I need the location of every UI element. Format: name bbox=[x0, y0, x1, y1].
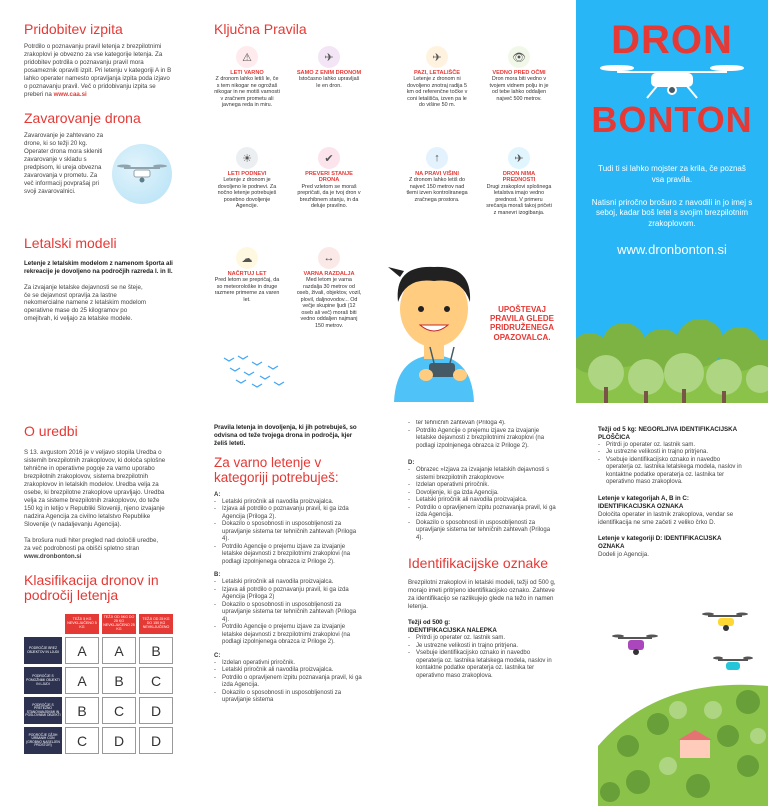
cover-drone-icon bbox=[576, 60, 768, 102]
table-header-row bbox=[24, 614, 173, 634]
table-cell: C bbox=[65, 727, 99, 754]
table-row bbox=[24, 727, 173, 754]
classification-table bbox=[24, 611, 176, 757]
list-item: - Dovoljenje, ki ga izda Agencija. bbox=[408, 490, 558, 498]
rule-text: Pred vzletom se moraš prepričati, da je tvoj dron v brezhibnem stanju, in da deluje pravilno. bbox=[297, 183, 361, 210]
far-right-bottom-column bbox=[598, 426, 768, 806]
distance-icon: ↔ bbox=[318, 247, 340, 269]
drone-warning-icon: ⚠ bbox=[236, 46, 258, 68]
table-cell: D bbox=[139, 697, 173, 724]
models-bold-text: Letenje z letalskim modelom z namenom športa ali rekreacije je dovoljeno na področjih razreda I. in II. bbox=[24, 259, 173, 275]
section-title-exam: Pridobitev izpita bbox=[24, 22, 123, 37]
sun-icon: ☀ bbox=[236, 147, 258, 169]
list-item: - Potrdilo Agencije o prejemu izjave za izvajanje letalske dejavnosti z brezpilotnimi zrakoplovi (na podlagi izpolnjenega obrazca iz Priloge 2). bbox=[408, 428, 558, 451]
plane-icon: ✈ bbox=[508, 147, 530, 169]
weather-icon: ☁ bbox=[236, 247, 258, 269]
eye-icon: 👁 bbox=[508, 46, 530, 68]
list-item: - Potrdilo Agencije o prejemu izjave za izvajanje letalske dejavnosti z brezpilotnimi zrakoplovi (na podlagi izpolnjenega obrazca iz Priloge 2). bbox=[214, 544, 364, 567]
table-cell: C bbox=[102, 697, 136, 724]
list-item: - Letalski priročnik ali navodila proizvajalca. bbox=[214, 667, 364, 675]
category-b-label: B: bbox=[214, 572, 221, 578]
rule-text: Z dronom lahko letiš do največ 150 metrov nad tlemi izven kontroliranega zračnega prostora. bbox=[406, 177, 468, 203]
w500-list bbox=[408, 635, 558, 680]
rule-title: VARNA RAZDALJA bbox=[303, 271, 355, 277]
birds-flock-icon bbox=[222, 352, 292, 392]
list-item: - Izdelan operativni priročnik. bbox=[214, 660, 364, 668]
rule-item bbox=[296, 46, 362, 89]
table-header-cell: TEŽJI 5 KG NEVKLJUČENO 5 KG bbox=[65, 614, 99, 634]
section-title-insurance: Zavarovanje drona bbox=[24, 109, 141, 126]
id-marks-text: Brezpilotni zrakoplovi in letalski modeli, težji od 500 g, morajo imeti pritrjeno identifikacijsko oznako. Zahteve za identifikacijo se razlikujejo glede na težo in namen letenja. bbox=[408, 579, 556, 611]
regulation-text: S 13. avgustom 2016 je v veljavo stopila Uredba o sistemih brezpilotnih zrakoplovov, ki določa splošne tehnične in operativne pogoje za varno uporabo brezpilotnih zrakoplovov, sistema brezpilotnih zrakoplovov in letalskih modelov. Uredba velja za osebe, ki brezpilotne zrakoplove upravljajo. Uredba velja za sisteme brezpilotnih zrakoplovov, do teže 150 kg in letijo v Republiki Sloveniji, njeno izvajanje nadzira Agencija za civilno letalstvo Republike Slovenije (v nadaljevanju Agencija). bbox=[24, 449, 166, 528]
rule-title: PAZI, LETALIŠČE bbox=[413, 70, 461, 76]
cover-note: Natisni priročno brošuro z navodili in jo imej s seboj, kadar boš letel s svojim brezpilotnim zrakoplovom. bbox=[591, 197, 753, 229]
abc-text: Določita operater in lastnik zrakoplova, vendar se identifikacija ne sme začeti z veliko črko D. bbox=[598, 510, 734, 526]
list-item: - Potrdilo o opravljenem izpitu poznavanja pravil, ki ga izda Agencija. bbox=[214, 675, 364, 690]
section-title-regulation: O uredbi bbox=[24, 424, 78, 439]
dronbonton-link[interactable]: www.dronbonton.si bbox=[24, 552, 82, 560]
rule-text: Letenje z dronom ni dovoljeno znotraj radija 5 km od referenčne točke v coni letališča, izven pa le do višine 50 m. bbox=[406, 76, 468, 109]
rule-item bbox=[486, 147, 552, 216]
list-item: - Potrdilo Agencije o prejemu izjave za izvajanje letalske dejavnosti z brezpilotnimi zrakoplovi (na podlagi izpolnjenega obrazca iz Priloge 2). bbox=[214, 624, 364, 647]
rule-title: NA PRAVI VIŠINI bbox=[415, 171, 459, 177]
key-rules-panel bbox=[214, 22, 554, 402]
list-item: - Izjava ali potrdilo o poznavanju pravil, ki ga izda Agencija (Priloga 2). bbox=[214, 506, 364, 521]
rule-text: Med letom je varna razdalja 30 metrov od oseb, živali, objektov, vozil, plovil, daljnovodov... Od večje skupine ljudi (12 oseb ali več) moraš biti vedno oddaljen najmanj 150 metrov. bbox=[296, 277, 362, 329]
w500-title: Težji od 500 g: bbox=[408, 619, 451, 627]
d-text: Dodeli jo Agencija. bbox=[598, 550, 649, 558]
category-a-list bbox=[214, 499, 364, 567]
list-item: - Letalski priročnik ali navodila proizvajalca. bbox=[214, 579, 364, 587]
table-cell: B bbox=[139, 637, 173, 664]
section-title-models: Letalski modeli bbox=[24, 235, 117, 252]
list-item: - Je ustrezne velikosti in trajno pritrjena. bbox=[408, 643, 558, 651]
table-row-label: PODROČJE BREZ OBJEKTOV IN LJUDI bbox=[24, 637, 62, 664]
rule-item bbox=[404, 147, 470, 203]
models-text: Za izvajanje letalske dejavnosti se ne šteje, če se dejavnost opravlja za lastne nekomercialne namene z letalskim modelom operativne mase do 25 kilogramov po omejitvah, ki veljajo za letalske modele. bbox=[24, 283, 147, 323]
check-drone-icon: ✔ bbox=[318, 147, 340, 169]
d-title: Letenje v kategoriji D: IDENTIFIKACIJSKA OZNAKA bbox=[598, 534, 722, 550]
rule-text: Z dronom lahko letiš le, če s tem nikogar ne ogrožaš nikogar in ne motiš varnosti v zračnem prometu ali javnega reda in miru. bbox=[214, 76, 280, 109]
bottom-left-column bbox=[24, 424, 184, 804]
list-item: - Dokazilo o sposobnosti in usposobljenosti za upravljanje sistema ter tehničnih zahtevah (Priloga 4). bbox=[214, 521, 364, 544]
insurance-text: Zavarovanje je zahtevano za drone, ki so težji 20 kg. Operater drona mora skleniti zavarovanje v skladu s predpisom, ki ureja obvezna zavarovanja v prometu. Za več informacij povprašaj pri svoji zavarovalnici. bbox=[24, 132, 104, 195]
rule-item bbox=[296, 147, 362, 210]
category-c-continued-list bbox=[408, 420, 558, 450]
cover-title-dron: DRON bbox=[611, 18, 733, 62]
list-item: - Letalski priročnik ali navodila proizvajalca. bbox=[408, 497, 558, 505]
drone-bubble-icon bbox=[112, 144, 172, 204]
rule-text: Istočasno lahko upravljaš le en dron. bbox=[298, 76, 360, 89]
caa-link[interactable]: www.caa.si bbox=[53, 91, 87, 99]
list-item: - Pritrdi jo operater oz. lastnik sam. bbox=[408, 635, 558, 643]
rule-item bbox=[214, 247, 280, 303]
observer-callout: UPOŠTEVAJ PRAVILA GLEDE PRIDRUŽENEGA OPAZOVALCA. bbox=[489, 305, 554, 342]
rules-title: Ključna Pravila bbox=[214, 22, 307, 37]
drones-over-hill-illustration bbox=[598, 606, 768, 806]
section-title-id-marks: Identifikacijske oznake bbox=[408, 555, 549, 571]
left-top-column bbox=[24, 22, 174, 397]
rule-title: LETI VARNO bbox=[230, 70, 264, 76]
cover-tagline: Tudi ti si lahko mojster za krila, če poznaš vsa pravila. bbox=[598, 164, 746, 184]
table-cell: C bbox=[139, 667, 173, 694]
table-header-cell: TEŽJI OD 25 KG DO 150 KG NEVKLJUČENO bbox=[139, 614, 173, 634]
table-cell: A bbox=[102, 637, 136, 664]
table-cell: D bbox=[139, 727, 173, 754]
rule-item bbox=[486, 46, 552, 102]
airport-icon: ✈ bbox=[426, 46, 448, 68]
list-item: - Dokazilo o sposobnosti in usposobljenosti za upravljanje sistema ter tehničnih zahtevah (Priloga 4). bbox=[408, 520, 558, 543]
table-cell: B bbox=[102, 667, 136, 694]
category-a-label: A: bbox=[214, 491, 221, 498]
cover-panel bbox=[576, 0, 768, 403]
list-item: - Je ustrezne velikosti in trajno pritrjena. bbox=[598, 449, 748, 457]
rule-item bbox=[296, 247, 362, 329]
table-row bbox=[24, 667, 173, 694]
list-item: - ter tehničnih zahtevah (Priloga 4). bbox=[408, 420, 558, 428]
list-item: - Vsebuje identifikacijsko oznako in navedbo operaterja oz. lastnika letalskega modela, naslov in kontaktne podatke operaterja oz. lastnika ter operativno maso zrakoplova. bbox=[408, 650, 558, 680]
rule-text: Dron mora biti vedno v tvojem vidnem polju in je od tebe lahko oddaljen največ 500 metrov. bbox=[489, 76, 549, 102]
list-item: - Letalski priročnik ali navodila proizvajalca. bbox=[214, 499, 364, 507]
table-cell: A bbox=[65, 637, 99, 664]
table-header-cell: TEŽJI OD 5KG DO 25 KG NEVKLJUČENO 25 KG bbox=[102, 614, 136, 634]
rule-title: PREVERI STANJE DRONA bbox=[305, 171, 353, 184]
w5-title: Težji od 5 kg: NEGORLJIVA IDENTIFIKACIJSKA PLOŠČICA bbox=[598, 426, 737, 441]
insurance-block bbox=[24, 132, 174, 230]
rule-text: Drugi zrakoplovi splošnega letalstva imajo vedno prednost. V primeru srečanja moraš takoj pričeti z manevri izogibanja. bbox=[486, 183, 552, 216]
rule-item bbox=[214, 46, 280, 109]
list-item: - Potrdilo o opravljenem izpitu poznavanja pravil, ki ga izda Agencija. bbox=[408, 505, 558, 520]
middle-bottom-column bbox=[214, 424, 364, 804]
table-row bbox=[24, 697, 173, 724]
table-row-label: PODROČJE OŽJIH URBANIH CON (GROBNO NASELJEN PROSTOR) bbox=[24, 727, 62, 754]
regulation-more-text: Ta brošura nudi hiter pregled nad določili uredbe, za več podrobnosti pa obišči spletno stran www.dronbonton.si bbox=[24, 536, 159, 560]
rule-title: DRON NIMA PREDNOSTI bbox=[502, 171, 536, 184]
category-c-list bbox=[214, 660, 364, 705]
table-row-label: PODROČJE S PRETEŽNO STANOVANJSKIMI IN POSLOVNIMI OBJEKTI bbox=[24, 697, 62, 724]
right-bottom-column bbox=[408, 420, 558, 804]
table-row-label: PODROČJE S POMOŽNIMI OBJEKTI IN LJUDI bbox=[24, 667, 62, 694]
altitude-icon: ↑ bbox=[426, 147, 448, 169]
list-item: - Vsebuje identifikacijsko oznako in navedbo operaterja oz. lastnika letalskega modela, naslov in kontaktne podatke operaterja oz. lastnika ter operativno maso zrakoplova. bbox=[598, 457, 748, 487]
rule-title: SAMO Z ENIM DRONOM bbox=[296, 70, 362, 76]
rule-title: LETI PODNEVI bbox=[227, 171, 267, 177]
cover-website-link[interactable]: www.dronbonton.si bbox=[617, 241, 727, 257]
boy-with-controller-illustration bbox=[374, 247, 494, 402]
rule-text: Letenje z dronom je dovoljeno le podnevi. Za nočno letenje potrebuješ posebno dovoljenje Agencije. bbox=[217, 177, 277, 210]
category-d-label: D: bbox=[408, 460, 415, 466]
category-intro-text: Pravila letenja in dovoljenja, ki jih potrebuješ, so odvisna od teže tvojega drona in področja, kjer želiš leteti. bbox=[214, 424, 357, 447]
w500-subtitle: IDENTIFIKACIJSKA NALEPKA bbox=[408, 627, 497, 635]
rule-title: VEDNO PRED OČMI bbox=[492, 70, 546, 76]
table-row bbox=[24, 637, 173, 664]
single-drone-icon: ✈ bbox=[318, 46, 340, 68]
cover-title-bonton: BONTON bbox=[591, 99, 753, 140]
table-cell: A bbox=[65, 667, 99, 694]
list-item: - Dokazilo o sposobnosti in usposobljenosti za upravljanje sistema bbox=[214, 690, 364, 705]
list-item: - Pritrdi jo operater oz. lastnik sam. bbox=[598, 442, 748, 450]
rule-title: NAČRTUJ LET bbox=[227, 271, 267, 277]
category-c-label: C: bbox=[214, 652, 221, 659]
list-item: - Izdelan operativni priročnik. bbox=[408, 482, 558, 490]
section-title-classification: Klasifikacija dronov in področij letenja bbox=[24, 571, 159, 603]
section-title-categories: Za varno letenje v kategoriji potrebuješ: bbox=[214, 454, 339, 485]
table-cell: D bbox=[102, 727, 136, 754]
list-item: - Dokazilo o sposobnosti in usposobljenosti za upravljanje sistema ter tehničnih zahtevah (Priloga 4). bbox=[214, 602, 364, 625]
exam-text: Potrdilo o poznavanju pravil letenja z brezpilotnimi zrakoplovi je obvezno za vse kategorije letenja. Za pridobitev potrdila o poznavanju pravil mora posameznik opraviti izpit. Pri letenju v kategoriji A in B lahko operater namesto opravljanja izpita poda izjavo o poznavanju pravil. Več o pridobivanju izpita se preberi na www.caa.si bbox=[24, 43, 172, 99]
rule-item bbox=[214, 147, 280, 210]
category-b-list bbox=[214, 579, 364, 647]
w5-list bbox=[598, 442, 748, 487]
list-item: - Obrazec »Izjava za izvajanje letalskih dejavnosti s sistemi brezpilotnih zrakoplovov« bbox=[408, 467, 558, 482]
rule-text: Pred letom se prepričaj, da so meteorološke in druge razmere primerne za varen let. bbox=[214, 277, 280, 303]
abc-title: Letenje v kategorijah A, B in C: IDENTIFIKACIJSKA OZNAKA bbox=[598, 494, 689, 510]
list-item: - Izjava ali potrdilo o poznavanju pravil, ki ga izda Agencija (Priloga 2) bbox=[214, 587, 364, 602]
category-d-list bbox=[408, 467, 558, 542]
forest-illustration bbox=[576, 293, 768, 403]
rule-item bbox=[404, 46, 470, 109]
table-cell: B bbox=[65, 697, 99, 724]
